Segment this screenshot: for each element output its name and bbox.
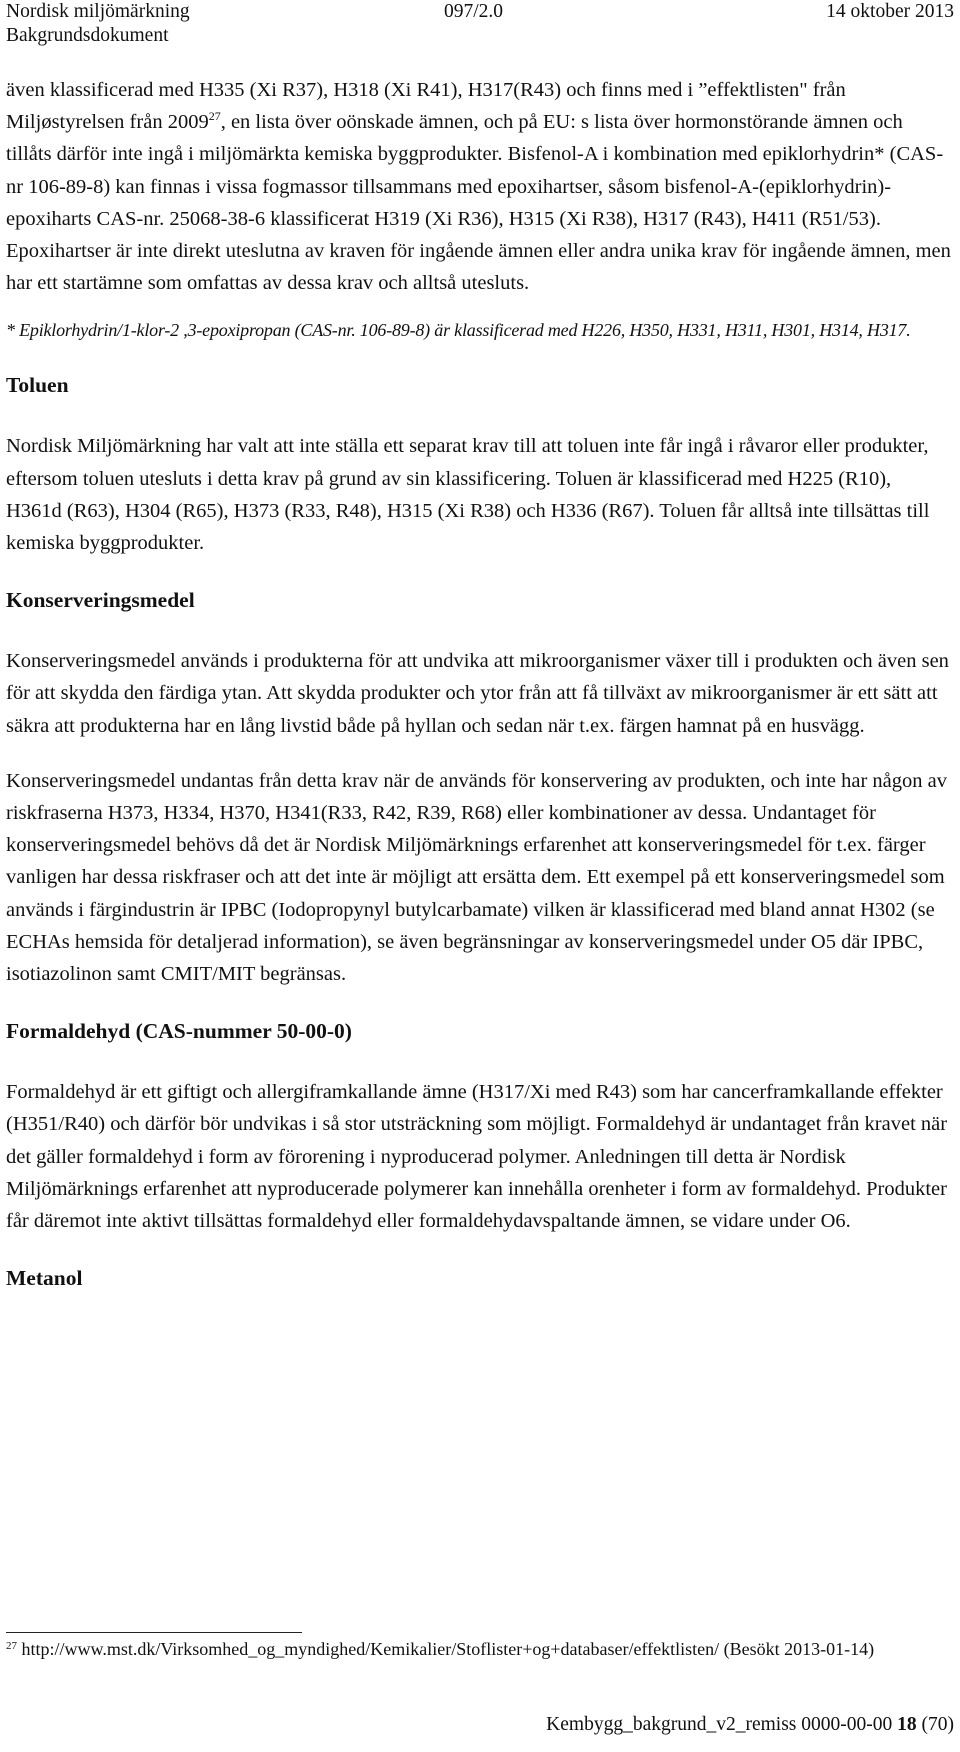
footer-page-total: (70) [921,1714,954,1735]
footer-filename: Kembygg_bakgrund_v2_remiss 0000-00-00 [546,1714,893,1735]
footnote-reference[interactable]: 27 [208,109,221,124]
heading-konserveringsmedel: Konserveringsmedel [6,588,195,613]
intro-text-end: , en lista över oönskade ämnen, och på EU: s lista över hormonstörande ämnen och tillåts därför inte ingå i miljömärkta kemiska byggprodukter. Bisfenol-A i kombination med epiklorhydrin* (CAS-nr 106-89-8) kan finnas i vissa fogmassor tillsammans med epoxihartser, såsom bisfenol-A-(epiklorhydrin)-epoxiharts CAS-nr. 25068-38-6 klassificerat H319 (Xi R36), H315 (Xi R38), H317 (R43), H411 (R51/53). Epoxihartser är inte direkt uteslutna av kraven för ingående ämnen eller andra unika krav för ingående ämnen, men har ett startämne som omfattas av dessa krav och alltså utesluts. [6,111,951,295]
footer-page-number: 18 [897,1714,917,1735]
page-footer [546,1713,954,1737]
footnote-separator [6,1632,302,1633]
footnote-text[interactable]: http://www.mst.dk/Virksomhed_og_myndighed/Kemikalier/Stoflister+og+databaser/effektlisten/ (Besökt 2013-01-14) [17,1639,875,1659]
footnote [6,1638,952,1661]
intro-paragraph [6,74,952,299]
intro-text-start: även klassificerad med H335 (Xi R37), H318 (Xi R41), H317(R43) och finns med i ”effektlisten" från Miljøstyrelsen från 2009 [6,79,846,134]
formaldehyd-paragraph: Formaldehyd är ett giftigt och allergiframkallande ämne (H317/Xi med R43) som har cancerframkallande effekter (H351/R40) och därför bör undvikas i så stor utsträckning som möjligt. Formaldehyd är undantaget från kravet när det gäller formaldehyd i form av förorening i nyproducerad polymer. Anledningen till detta är Nordisk Miljömärknings erfarenhet att nyproducerade polymerer kan innehålla orenheter i form av formaldehyd. Produkter får däremot inte aktivt tillsättas formaldehyd eller formaldehydavspaltande ämnen, se vidare under O6. [6,1081,948,1233]
header-date: 14 oktober 2013 [826,1,954,22]
page-header [6,0,954,50]
heading-formaldehyd: Formaldehyd (CAS-nummer 50-00-0) [6,1019,352,1044]
toluen-paragraph: Nordisk Miljömärkning har valt att inte ställa ett separat krav till att toluen inte får ingå i råvaror eller produkter, eftersom toluen utesluts i detta krav på grund av sin klassificering. Toluen är klassificerad med H225 (R10), H361d (R63), H304 (R65), H373 (R33, R48), H315 (Xi R38) och H336 (R67). Toluen får alltså inte tillsättas till kemiska byggprodukter. [6,435,930,555]
heading-toluen: Toluen [6,373,69,398]
epiklorhydrin-note: * Epiklorhydrin/1-klor-2 ,3-epoxipropan (CAS-nr. 106-89-8) är klassificerad med H226, H350, H331, H311, H301, H314, H317. [6,320,911,341]
header-org: Nordisk miljömärkning [6,1,190,22]
konserveringsmedel-paragraph-1: Konserveringsmedel används i produkterna för att undvika att mikroorganismer växer till i produkten och även sen för att skydda den färdiga ytan. Att skydda produkter och ytor från att få tillväxt av mikroorganismer är ett sätt att säkra att produkterna har en lång livstid både på hyllan och sedan när t.ex. färgen hamnat på en husvägg. [6,650,949,737]
footnote-number: 27 [6,1640,17,1652]
heading-metanol: Metanol [6,1266,83,1291]
document-body [6,74,952,1293]
header-doc-number: 097/2.0 [444,1,504,22]
header-doc-type: Bakgrundsdokument [6,25,169,46]
konserveringsmedel-paragraph-2: Konserveringsmedel undantas från detta krav när de används för konservering av produkten, och inte har någon av riskfraserna H373, H334, H370, H341(R33, R42, R39, R68) eller kombinationer av dessa. Undantaget för konserveringsmedel behövs då det är Nordisk Miljömärknings erfarenhet att konserveringsmedel för t.ex. färger vanligen har dessa riskfraser och att det inte är möjligt att ersätta dem. Ett exempel på ett konserveringsmedel som används i färgindustrin är IPBC (Iodopropynyl butylcarbamate) vilken är klassificerad med bland annat H302 (se ECHAs hemsida för detaljerad information), se även begränsningar av konserveringsmedel under O5 där IPBC, isotiazolinon samt CMIT/MIT begränsas. [6,769,947,986]
